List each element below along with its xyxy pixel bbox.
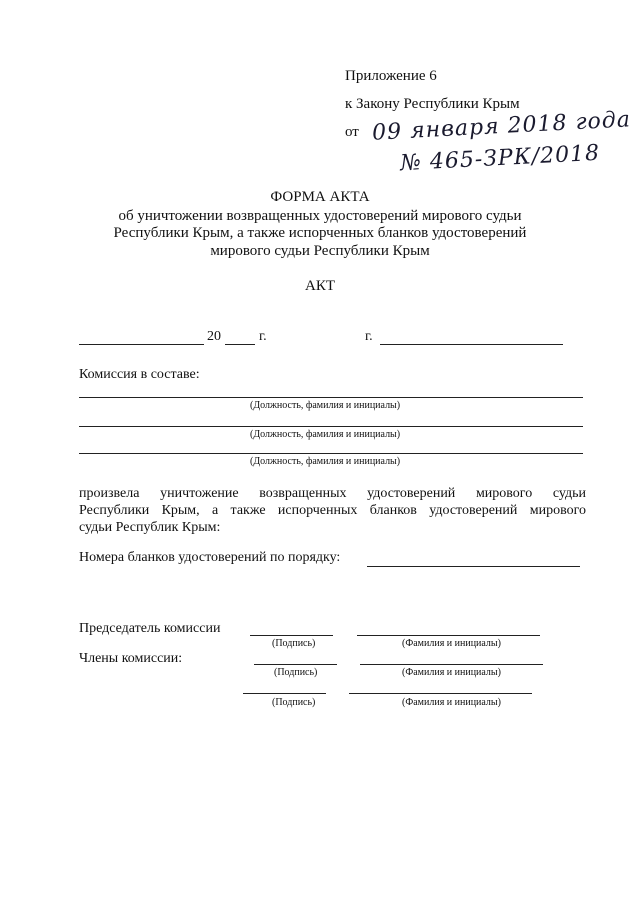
- member1-name-line: [360, 664, 543, 665]
- date-day-month-line: [79, 344, 204, 345]
- year-prefix: 20: [207, 329, 221, 344]
- members-label: Члены комиссии:: [79, 651, 183, 666]
- numbers-label: Номера бланков удостоверений по порядку:: [79, 550, 341, 565]
- city-prefix: г.: [365, 329, 373, 344]
- member-line-3: [79, 453, 583, 454]
- chair-name-caption: (Фамилия и инициалы): [402, 638, 501, 649]
- appendix-from-label: от: [345, 124, 359, 140]
- act-heading: АКТ: [305, 278, 335, 294]
- form-subtitle-line-3: мирового судьи Республики Крым: [210, 243, 430, 259]
- appendix-title: Приложение 6: [345, 68, 437, 84]
- commission-label: Комиссия в составе:: [79, 367, 200, 382]
- member-line-2: [79, 426, 583, 427]
- member-caption-1: (Должность, фамилия и инициалы): [250, 400, 401, 411]
- member2-signature-caption: (Подпись): [272, 697, 316, 708]
- form-subtitle-line-2: Республики Крым, а также испорченных бланков удостоверений: [113, 225, 527, 241]
- year-suffix: г.: [259, 329, 267, 344]
- member-line-1: [79, 397, 583, 398]
- member1-signature-caption: (Подпись): [274, 667, 318, 678]
- member1-signature-line: [254, 664, 337, 665]
- member-caption-3: (Должность, фамилия и инициалы): [250, 456, 401, 467]
- member-caption-2: (Должность, фамилия и инициалы): [250, 429, 401, 440]
- member2-signature-line: [243, 693, 326, 694]
- city-line: [380, 344, 563, 345]
- chair-signature-caption: (Подпись): [272, 638, 316, 649]
- appendix-law-ref: к Закону Республики Крым: [345, 96, 520, 112]
- chair-name-line: [357, 635, 540, 636]
- form-title: ФОРМА АКТА: [270, 189, 370, 205]
- chair-label: Председатель комиссии: [79, 621, 221, 636]
- member1-name-caption: (Фамилия и инициалы): [402, 667, 501, 678]
- year-line: [225, 344, 255, 345]
- member2-name-caption: (Фамилия и инициалы): [402, 697, 501, 708]
- body-line-3: судьи Республик Крым:: [79, 520, 221, 535]
- form-subtitle-line-1: об уничтожении возвращенных удостоверений мирового судьи: [118, 208, 522, 224]
- body-line-1: произвела уничтожение возвращенных удостоверений мирового судьи: [79, 486, 586, 501]
- numbers-line: [367, 566, 580, 567]
- body-line-2: Республики Крым, а также испорченных бланков удостоверений мирового: [79, 503, 586, 518]
- body-paragraph: [79, 485, 586, 536]
- chair-signature-line: [250, 635, 333, 636]
- member2-name-line: [349, 693, 532, 694]
- handwritten-number: № 465-ЗРК/2018: [399, 140, 601, 177]
- handwritten-date: 09 января 2018 года: [371, 107, 632, 146]
